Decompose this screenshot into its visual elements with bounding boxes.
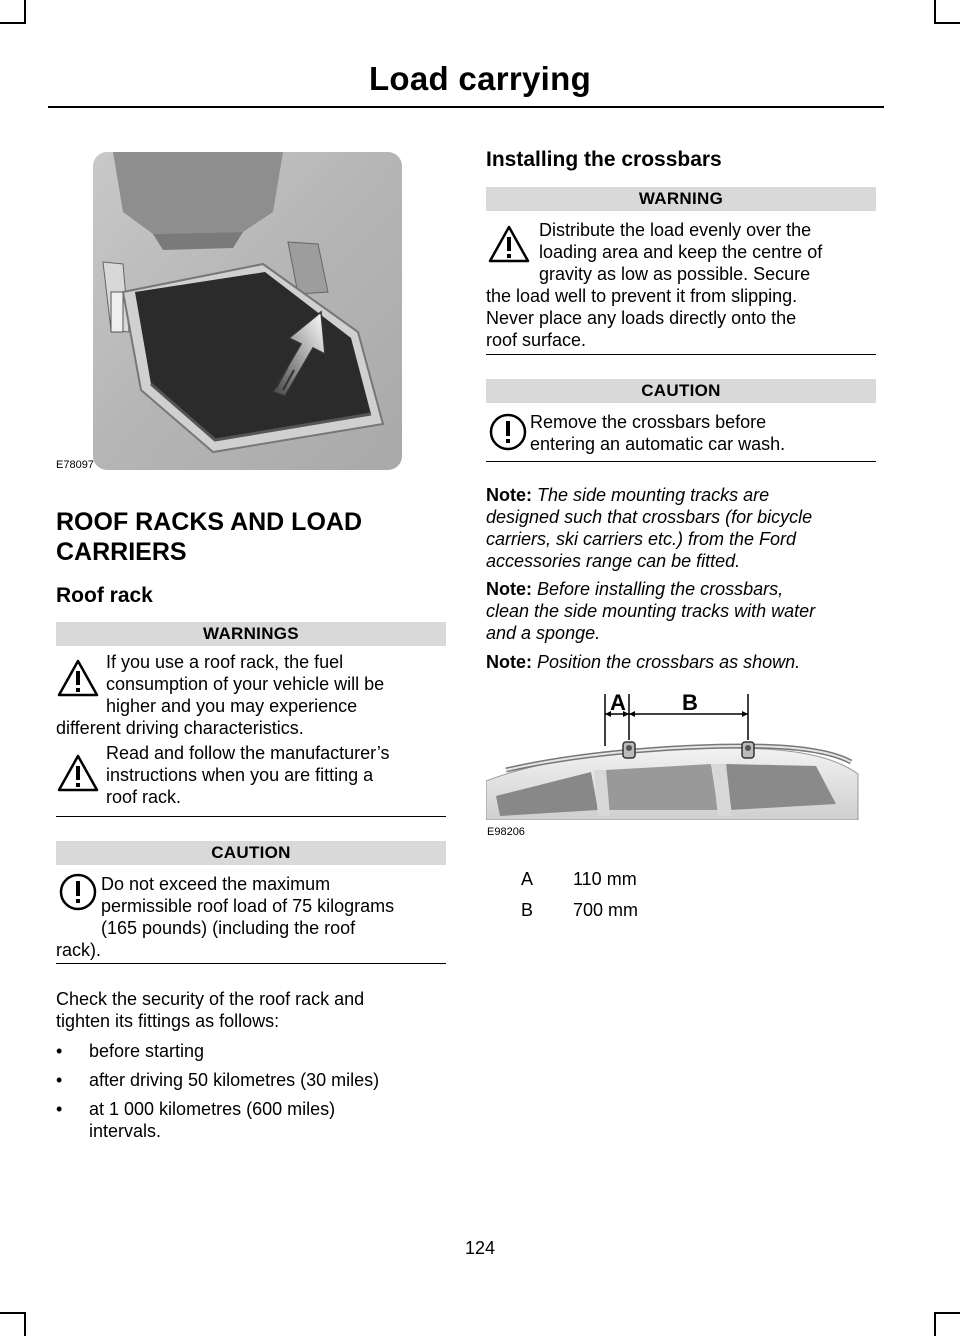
- page-title: Load carrying: [368, 60, 592, 97]
- section-rule: [486, 354, 876, 355]
- warning-band: WARNING: [486, 187, 876, 211]
- section-rule: [486, 461, 876, 462]
- caution-text: Remove the crossbars before entering an automatic car wash.: [530, 412, 786, 454]
- warning-text: Distribute the load evenly over the loading area and keep the centre of gravity as low as possible. Secure the load well to prevent it from slipping. Never place any loads directly onto the roof surface.: [486, 220, 823, 350]
- crop-mark: [934, 1312, 960, 1314]
- roof-crossbar-position-illustration-icon: [486, 686, 860, 820]
- crop-mark: [934, 0, 936, 24]
- section-rule: [56, 963, 446, 964]
- figure-code: E78097: [56, 459, 94, 471]
- header-rule: [48, 106, 884, 108]
- crop-mark: [934, 1312, 936, 1336]
- warnings-band: WARNINGS: [56, 622, 446, 646]
- body-paragraph: Check the security of the roof rack and tighten its fittings as follows:: [56, 989, 365, 1031]
- crop-mark: [0, 1312, 26, 1314]
- subsection-heading: Roof rack: [56, 584, 153, 607]
- note-paragraph: Note: Position the crossbars as shown.: [486, 652, 801, 672]
- list-item: • at 1 000 kilometres (600 miles) intervals.: [56, 1099, 336, 1141]
- caution-band: CAUTION: [56, 841, 446, 865]
- dimension-label-a: A: [610, 690, 626, 715]
- page-number: 124: [464, 1238, 496, 1258]
- figure-code: E98206: [487, 826, 525, 838]
- note-paragraph: Note: Before installing the crossbars, clean the side mounting tracks with water and a sponge.: [486, 579, 816, 643]
- section-rule: [56, 816, 446, 817]
- storage-figure: [93, 152, 402, 470]
- section-heading: ROOF RACKS AND LOAD CARRIERS: [56, 508, 363, 566]
- warning-text: If you use a roof rack, the fuel consumption of your vehicle will be higher and you may experience different driving characteristics.: [56, 652, 385, 738]
- crossbars-figure: [486, 686, 860, 820]
- warning-text: Read and follow the manufacturer’s instructions when you are fitting a roof rack.: [106, 743, 390, 807]
- note-paragraph: Note: The side mounting tracks are designed such that crossbars (for bicycle carriers, ski carriers etc.) from the Ford accessories range can be fitted.: [486, 485, 813, 571]
- crop-mark: [934, 22, 960, 24]
- crop-mark: [24, 1312, 26, 1336]
- crop-mark: [24, 0, 26, 24]
- luggage-compartment-floor-illustration-icon: [93, 152, 402, 470]
- subsection-heading: Installing the crossbars: [486, 148, 722, 171]
- dimension-label-b: B: [682, 690, 698, 715]
- crop-mark: [0, 22, 26, 24]
- caution-band: CAUTION: [486, 379, 876, 403]
- caution-text: Do not exceed the maximum permissible roof load of 75 kilograms (165 pounds) (including the roof rack).: [56, 874, 395, 960]
